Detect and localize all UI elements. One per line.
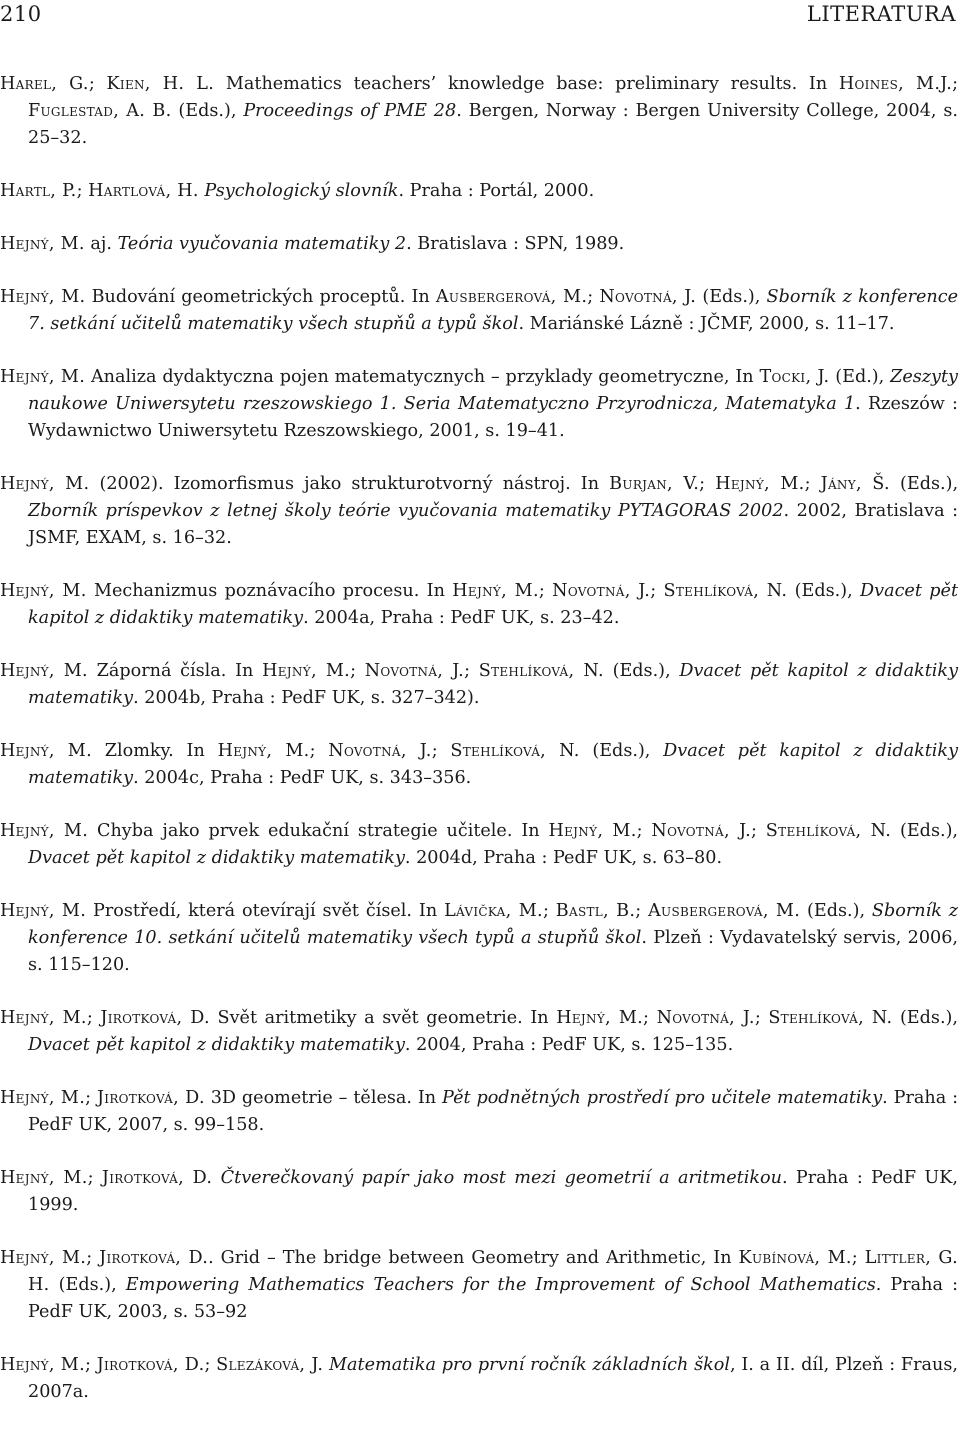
reference-text: ; <box>85 1088 97 1108</box>
reference-text: Budování geometrických proceptů. In <box>85 287 436 307</box>
reference-entry <box>0 578 958 632</box>
reference-entry <box>0 178 958 205</box>
reference-text: . 2004c, Praha : PedF UK, s. 343–356. <box>133 768 472 788</box>
reference-author: Littler, G. H. <box>28 1248 958 1295</box>
reference-text: ; <box>952 74 959 94</box>
reference-text: Záporná čísla. In <box>87 661 263 681</box>
reference-text: . Plzeň : Vydavatelský servis, 2006, s. 115–120. <box>28 928 958 975</box>
reference-text: . Praha : PedF UK, 1999. <box>28 1168 958 1215</box>
reference-entry <box>0 1005 958 1059</box>
reference-author: Hejný, M. <box>262 661 351 681</box>
reference-author: Fuglestad, A. B. <box>28 101 172 121</box>
reference-author: Hejný, M. <box>0 661 88 681</box>
reference-text: . Grid – The bridge between Geometry and Arithmetic, In <box>208 1248 739 1268</box>
reference-text: ; <box>804 474 821 494</box>
reference-author: Hejný, M. <box>0 1248 87 1268</box>
reference-entry <box>0 364 958 445</box>
reference-list <box>0 71 958 1432</box>
running-title: LITERATURA <box>806 2 956 26</box>
reference-author: Jirotková, D. <box>99 1248 209 1268</box>
reference-author: Ausbergerová, M. <box>435 287 588 307</box>
reference-author: Novotná, J. <box>364 661 465 681</box>
reference-text: (Eds.), <box>800 901 872 921</box>
reference-text: ; <box>86 1008 101 1028</box>
reference-author: Hejný, M. <box>0 821 89 841</box>
reference-entry <box>0 471 958 552</box>
reference-author: Novotná, J. <box>328 741 432 761</box>
reference-author: Harel, G. <box>0 74 89 94</box>
reference-author: Hejný, M. <box>0 367 86 387</box>
reference-author: Hejný, M. <box>715 474 805 494</box>
reference-text: ; <box>643 1008 657 1028</box>
reference-author: Hejný, M. <box>0 287 86 307</box>
reference-text: . Praha : PedF UK, 2003, s. 53–92 <box>28 1275 959 1322</box>
reference-text: (Eds.), <box>603 661 680 681</box>
reference-title: Proceedings of PME 28 <box>243 101 457 121</box>
reference-author: Hejný, M. <box>0 581 87 601</box>
reference-text: ; <box>85 1355 97 1375</box>
reference-author: Hejný, M. <box>556 1008 644 1028</box>
reference-text: ; <box>636 821 652 841</box>
reference-author: Jirotková, D. <box>96 1355 205 1375</box>
reference-text: Mechanizmus poznávacího procesu. In <box>86 581 453 601</box>
reference-text: (Eds.), <box>889 474 959 494</box>
reference-author: Stehlíková, N. <box>478 661 604 681</box>
reference-text <box>212 1168 220 1188</box>
reference-entry <box>0 1165 958 1219</box>
reference-author: Tocki, J. <box>759 367 830 387</box>
reference-author: Hejný, M. <box>0 901 87 921</box>
reference-text: ; <box>635 901 649 921</box>
reference-text: . 2004, Praha : PedF UK, s. 125–135. <box>404 1035 734 1055</box>
reference-author: Hejný, M. <box>0 1355 85 1375</box>
reference-author: Jány, Š. <box>820 474 890 494</box>
reference-author: Hejný, M. <box>452 581 539 601</box>
reference-text: (Eds.), <box>891 821 959 841</box>
reference-text: ; <box>650 581 664 601</box>
reference-author: Hejný, M. <box>0 1088 86 1108</box>
reference-text: (2002). Izomorfismus jako strukturotvorný nástroj. In <box>89 474 610 494</box>
page-number: 210 <box>0 2 42 26</box>
reference-text: , I. a II. díl, Plzeň : Fraus, 2007a. <box>28 1355 958 1402</box>
reference-title: Zborník príspevkov z letnej školy teórie vyučovania matematiky PYTAGORAS 2002 <box>28 501 784 521</box>
reference-text: aj. <box>84 234 118 254</box>
reference-author: Hejný, M. <box>0 474 90 494</box>
reference-text: (Eds.), <box>892 1008 958 1028</box>
reference-author: Hejný, M. <box>548 821 637 841</box>
reference-text: (Ed.), <box>829 367 891 387</box>
reference-author: Hoines, M.J. <box>838 74 953 94</box>
reference-text: ; <box>87 1168 102 1188</box>
reference-text: ; <box>750 821 766 841</box>
reference-title: Pět podnětných prostředí pro učitele matematiky <box>442 1088 883 1108</box>
reference-text: (Eds.), <box>696 287 767 307</box>
reference-author: Hartl, P. <box>0 181 77 201</box>
reference-text: Zlomky. In <box>92 741 218 761</box>
reference-author: Jirotková, D. <box>96 1088 205 1108</box>
reference-title: Sborník z konference 7. setkání učitelů matematiky všech stupňů a typů škol <box>28 287 959 334</box>
reference-text: ; <box>204 1355 217 1375</box>
reference-text: ; <box>431 741 451 761</box>
reference-author: Lávička, M. <box>444 901 543 921</box>
reference-author: Novotná, J. <box>651 821 751 841</box>
reference-entry <box>0 1085 958 1139</box>
reference-entry <box>0 898 958 979</box>
reference-author: Hejný, M. <box>0 741 92 761</box>
reference-entry <box>0 658 958 712</box>
reference-title: Sborník z konference 10. setkání učitelů matematiky všech typů a stupňů škol <box>28 901 959 948</box>
reference-author: Stehlíková, N. <box>450 741 580 761</box>
reference-text: . Praha : Portál, 2000. <box>398 181 595 201</box>
reference-text: ; <box>309 741 329 761</box>
reference-text: Prostředí, která otevírají svět čísel. In <box>86 901 445 921</box>
reference-text: ; <box>86 1248 100 1268</box>
reference-author: Bastl, B. <box>555 901 636 921</box>
reference-author: Hejný, M. <box>0 1008 87 1028</box>
reference-author: Jirotková, D. <box>100 1008 210 1028</box>
reference-entry <box>0 818 958 872</box>
reference-text: . Rzeszów : Wydawnictwo Uniwersytetu Rzeszowskiego, 2001, s. 19–41. <box>28 394 958 441</box>
reference-title: Dvacet pět kapitol z didaktiky matematiky <box>28 581 959 628</box>
reference-author: Kubínová, M. <box>738 1248 852 1268</box>
reference-author: Slezáková, J. <box>216 1355 324 1375</box>
reference-text: . 2004b, Praha : PedF UK, s. 327–342). <box>133 688 480 708</box>
reference-text: . Bratislava : SPN, 1989. <box>406 234 625 254</box>
reference-author: Novotná, J. <box>552 581 651 601</box>
reference-author: Stehlíková, N. <box>768 1008 893 1028</box>
reference-text: ; <box>587 287 600 307</box>
reference-author: Hejný, M. <box>0 1168 88 1188</box>
reference-text: ; <box>754 1008 769 1028</box>
reference-text: ; <box>699 474 716 494</box>
reference-text: ; <box>538 581 553 601</box>
reference-text: Mathematics teachers’ knowledge base: preliminary results. In <box>214 74 839 94</box>
reference-entry <box>0 1245 958 1326</box>
reference-title: Zeszyty naukowe Uniwersytetu rzeszowskiego 1. Seria Matematyczno Przyrodnicza, Matematyka 1 <box>28 367 958 414</box>
reference-text: (Eds.), <box>171 101 244 121</box>
reference-author: Jirotková, D. <box>101 1168 213 1188</box>
reference-author: Hejný, M. <box>217 741 310 761</box>
reference-text: (Eds.), <box>49 1275 126 1295</box>
reference-entry <box>0 71 958 152</box>
reference-text: . Bergen, Norway : Bergen University College, 2004, s. 25–32. <box>28 101 959 148</box>
reference-title: Teória vyučovania matematiky 2 <box>117 234 407 254</box>
reference-title: Dvacet pět kapitol z didaktiky matematiky <box>28 848 405 868</box>
reference-author: Stehlíková, N. <box>765 821 892 841</box>
reference-entry <box>0 231 958 258</box>
reference-text: ; <box>76 181 89 201</box>
reference-text: (Eds.), <box>787 581 861 601</box>
reference-entry <box>0 738 958 792</box>
reference-author: Ausbergerová, M. <box>648 901 801 921</box>
reference-text: Analiza dydaktyczna pojen matematycznych – przyklady geometryczne, In <box>85 367 760 387</box>
reference-title: Čtverečkovaný papír jako most mezi geometrií a aritmetikou <box>220 1168 782 1188</box>
reference-author: Hartlová, H. <box>88 181 199 201</box>
reference-title: Empowering Mathematics Teachers for the Improvement of School Mathematics <box>125 1275 876 1295</box>
reference-title: Dvacet pět kapitol z didaktiky matematiky <box>28 661 959 708</box>
reference-entry <box>0 1352 958 1406</box>
reference-text: Chyba jako prvek edukační strategie učitele. In <box>88 821 549 841</box>
reference-author: Kien, H. L. <box>106 74 215 94</box>
reference-author: Stehlíková, N. <box>663 581 788 601</box>
reference-text: ; <box>350 661 365 681</box>
reference-text: . Praha : PedF UK, 2007, s. 99–158. <box>28 1088 958 1135</box>
reference-entry <box>0 284 958 338</box>
reference-author: Novotná, J. <box>656 1008 755 1028</box>
reference-author: Hejný, M. <box>0 234 85 254</box>
reference-title: Psychologický slovník <box>204 181 399 201</box>
reference-text: . 2004d, Praha : PedF UK, s. 63–80. <box>404 848 723 868</box>
reference-text: ; <box>88 74 107 94</box>
reference-author: Novotná, J. <box>599 287 697 307</box>
reference-title: Dvacet pět kapitol z didaktiky matematiky <box>28 741 959 788</box>
reference-text: ; <box>542 901 556 921</box>
reference-text: ; <box>464 661 479 681</box>
page-header <box>0 0 960 30</box>
reference-text: Svět aritmetiky a svět geometrie. In <box>209 1008 557 1028</box>
reference-text: . 2004a, Praha : PedF UK, s. 23–42. <box>303 608 620 628</box>
reference-text: 3D geometrie – tělesa. In <box>204 1088 443 1108</box>
reference-title: Dvacet pět kapitol z didaktiky matematiky <box>28 1035 405 1055</box>
reference-author: Burjan, V. <box>609 474 700 494</box>
reference-text: . 2002, Bratislava : JSMF, EXAM, s. 16–32. <box>28 501 958 548</box>
reference-text: ; <box>851 1248 865 1268</box>
reference-text: (Eds.), <box>579 741 664 761</box>
reference-text: . Mariánské Lázně : JČMF, 2000, s. 11–17. <box>518 314 895 334</box>
reference-title: Matematika pro první ročník základních škol <box>329 1355 730 1375</box>
